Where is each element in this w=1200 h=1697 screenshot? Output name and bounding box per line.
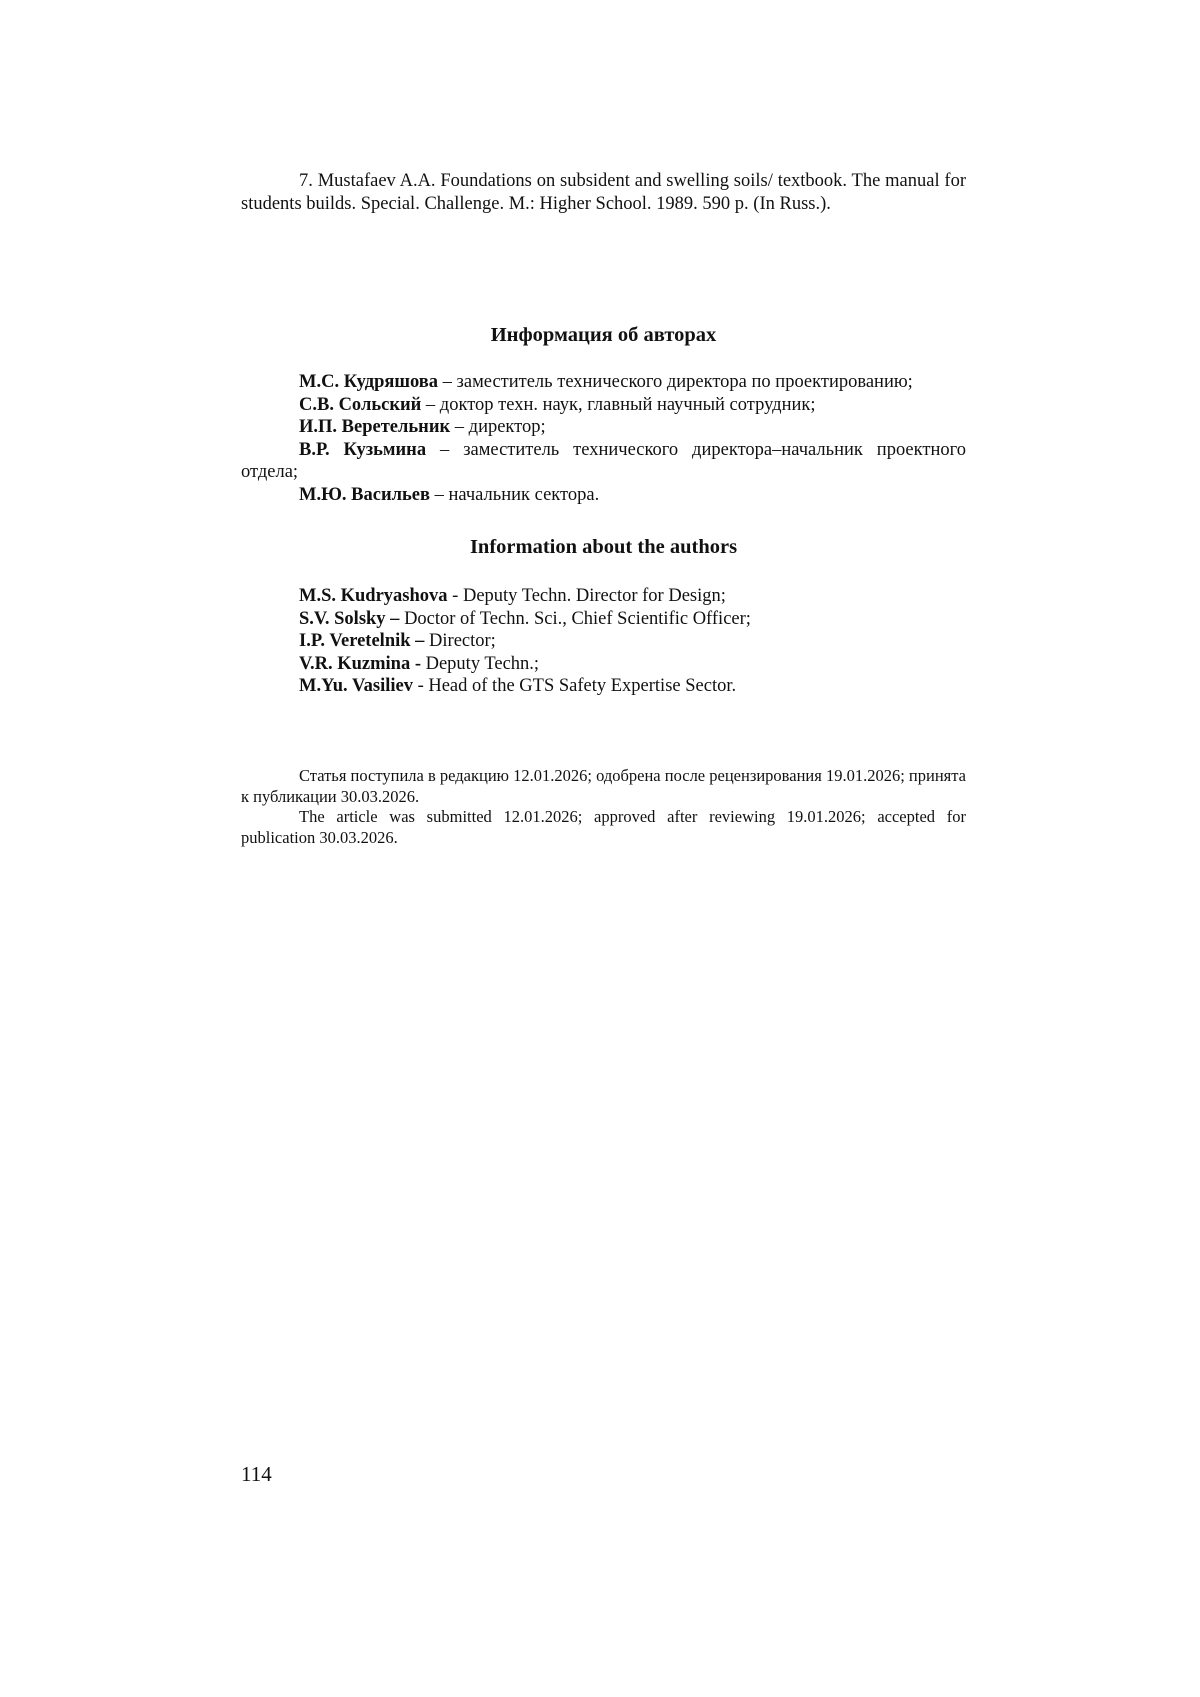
author-role: Director; [424,631,496,652]
author-name: S.V. Solsky – [299,608,400,629]
author-name: С.В. Сольский [299,394,422,415]
author-role: Deputy Techn.; [420,653,540,674]
author-entry [241,371,966,394]
author-entry [241,416,966,439]
article-dates [241,766,966,848]
author-name: М.Ю. Васильев [299,484,430,505]
article-dates-ru: Статья поступила в редакцию 12.01.2026; одобрена после рецензирования 19.01.2026; принята к публикации 30.03.2026. [241,766,966,806]
author-entry [241,653,966,676]
author-name: I.P. Veretelnik – [299,631,425,652]
author-entry [241,439,966,484]
author-name: И.П. Веретельник [299,417,451,438]
author-entry [241,394,966,417]
author-role: – заместитель технического директора–начальник проектного отдела; [241,439,966,483]
author-role: – директор; [450,417,546,438]
author-name: В.Р. Кузьмина [299,439,427,460]
author-name: M.Yu. Vasiliev [299,676,413,697]
author-entry [241,675,966,698]
author-role: – доктор техн. наук, главный научный сотрудник; [421,394,816,415]
authors-list-en [241,585,966,698]
author-name: M.S. Kudryashova [299,586,448,606]
author-role: - Deputy Techn. Director for Design; [447,586,726,606]
author-role: – заместитель технического директора по проектированию; [438,372,913,392]
authors-heading-ru: Информация об авторах [490,324,717,346]
authors-heading-en: Information about the authors [469,536,738,558]
author-role: Doctor of Techn. Sci., Chief Scientific Officer; [399,608,751,629]
author-name: V.R. Kuzmina - [299,653,421,674]
author-entry [241,608,966,631]
article-dates-en: The article was submitted 12.01.2026; approved after reviewing 19.01.2026; accepted for publication 30.03.2026. [241,807,966,847]
author-entry [241,630,966,653]
authors-list-ru [241,371,966,507]
author-role: - Head of the GTS Safety Expertise Sector. [412,676,737,697]
author-role: – начальник сектора. [430,484,600,505]
author-entry [241,585,966,608]
page-number: 114 [241,1462,272,1486]
author-name: М.С. Кудряшова [299,372,439,392]
reference-item: 7. Mustafaev A.A. Foundations on subsident and swelling soils/ textbook. The manual for students builds. Special. Challenge. M.: Higher School. 1989. 590 p. (In Russ.). [241,171,966,214]
author-entry [241,484,966,507]
